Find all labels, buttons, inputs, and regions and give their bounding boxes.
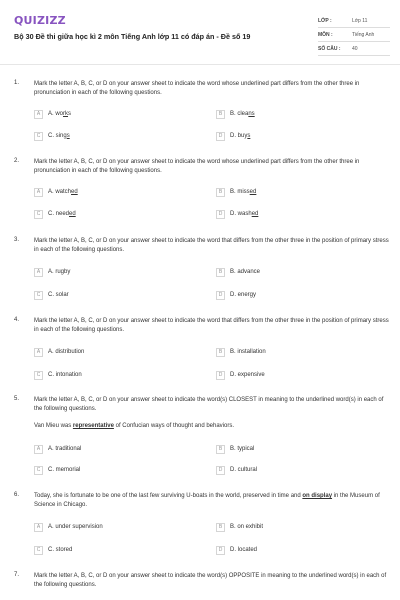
option-a[interactable] (34, 443, 81, 455)
option-letter-box: C (34, 371, 43, 380)
option-a[interactable] (34, 186, 78, 198)
option-letter-box: A (34, 523, 43, 532)
option-text: B. cleans (230, 111, 255, 117)
option-text: B. advance (230, 269, 261, 275)
option-b[interactable] (216, 266, 260, 278)
option-c[interactable] (34, 544, 72, 556)
option-letter-box: D (216, 132, 225, 141)
meta-row-count (318, 42, 390, 56)
document-title: Bộ 30 Đề thi giữa học kì 2 môn Tiếng Anh lớp 11 có đáp án - Đề số 19 (14, 32, 251, 41)
option-text: A. watched (48, 189, 78, 195)
question-number: 6. (14, 492, 20, 498)
option-letter-box: B (216, 445, 225, 454)
option-b[interactable] (216, 443, 254, 455)
quizizz-logo: QUIZIZZ (14, 14, 66, 27)
option-letter-box: B (216, 268, 225, 277)
option-c[interactable] (34, 208, 76, 220)
option-text: A. under supervision (48, 524, 103, 530)
meta-panel (318, 14, 390, 56)
option-letter-box: B (216, 188, 225, 197)
meta-key: LỚP : (318, 17, 332, 24)
option-d[interactable] (216, 208, 258, 220)
option-text: C. sings (48, 133, 70, 139)
option-letter-box: B (216, 110, 225, 119)
meta-value: 40 (352, 45, 358, 52)
option-c[interactable] (34, 464, 80, 476)
option-letter-box: A (34, 445, 43, 454)
option-letter-box: D (216, 371, 225, 380)
option-letter-box: A (34, 268, 43, 277)
option-d[interactable] (216, 464, 257, 476)
option-text: D. energy (230, 292, 257, 298)
question-number: 2. (14, 158, 20, 164)
option-letter-box: C (34, 291, 43, 300)
option-letter-box: D (216, 291, 225, 300)
option-text: C. solar (48, 292, 69, 298)
option-text: A. traditional (48, 446, 82, 452)
option-text: D. located (230, 547, 258, 553)
option-a[interactable] (34, 266, 70, 278)
option-text: A. distribution (48, 349, 85, 355)
option-d[interactable] (216, 289, 256, 301)
option-letter-box: C (34, 132, 43, 141)
question-text: Mark the letter A, B, C, or D on your answer sheet to indicate the word that differs from the other three in the position of primary stress in each of the following questions. (34, 318, 389, 333)
option-text: A. rugby (48, 269, 71, 275)
option-c[interactable] (34, 289, 69, 301)
option-a[interactable] (34, 108, 71, 120)
option-text: D. expensive (230, 372, 265, 378)
meta-row-subject (318, 28, 390, 42)
option-text: B. typical (230, 446, 255, 452)
option-a[interactable] (34, 346, 84, 358)
option-letter-box: C (34, 466, 43, 475)
question-number: 7. (14, 572, 20, 578)
option-letter-box: D (216, 210, 225, 219)
option-letter-box: B (216, 523, 225, 532)
question-text: Mark the letter A, B, C, or D on your answer sheet to indicate the word that differs from the other three in the position of primary stress in each of the following questions. (34, 238, 389, 253)
question-text: Mark the letter A, B, C, or D on your answer sheet to indicate the word(s) CLOSEST in meaning to the underlined word(s) in each of the following questions. (34, 397, 384, 412)
question-text: Mark the letter A, B, C, or D on your answer sheet to indicate the word(s) OPPOSITE in meaning to the underlined word(s) in each of the following questions. (34, 573, 387, 588)
option-a[interactable] (34, 521, 103, 533)
question-number: 5. (14, 396, 20, 402)
meta-value: Lớp 11 (352, 17, 368, 24)
meta-row-class (318, 14, 390, 28)
option-text: D. washed (230, 211, 259, 217)
option-text: D. buys (230, 133, 251, 139)
question-passage: Van Mieu was representative of Confucian ways of thought and behaviors. (34, 423, 235, 429)
option-letter-box: A (34, 110, 43, 119)
option-c[interactable] (34, 130, 70, 142)
option-text: D. cultural (230, 467, 258, 473)
question-number: 3. (14, 237, 20, 243)
option-b[interactable] (216, 346, 266, 358)
question-text: Today, she is fortunate to be one of the last few surviving U-boats in the world, preserved in time and on display in the Museum of Science in Chicago. (34, 493, 380, 508)
question-number: 1. (14, 80, 20, 86)
option-b[interactable] (216, 186, 256, 198)
option-text: B. missed (230, 189, 257, 195)
option-letter-box: A (34, 188, 43, 197)
option-letter-box: A (34, 348, 43, 357)
question-text: Mark the letter A, B, C, or D on your answer sheet to indicate the word whose underlined part differs from the other three in pronunciation in each of the following questions. (34, 81, 360, 96)
option-d[interactable] (216, 544, 257, 556)
option-d[interactable] (216, 369, 265, 381)
option-letter-box: C (34, 210, 43, 219)
option-c[interactable] (34, 369, 82, 381)
option-text: C. stored (48, 547, 73, 553)
meta-value: Tiếng Anh (352, 31, 375, 38)
meta-key: SỐ CÂU : (318, 45, 341, 52)
option-text: A. works (48, 111, 72, 117)
option-letter-box: C (34, 546, 43, 555)
question-number: 4. (14, 317, 20, 323)
option-text: C. memorial (48, 467, 81, 473)
option-text: B. installation (230, 349, 266, 355)
option-letter-box: B (216, 348, 225, 357)
header-divider (0, 64, 400, 65)
meta-key: MÔN : (318, 31, 333, 38)
option-text: B. on exhibit (230, 524, 264, 530)
option-text: C. intonation (48, 372, 82, 378)
option-letter-box: D (216, 546, 225, 555)
question-text: Mark the letter A, B, C, or D on your answer sheet to indicate the word whose underlined part differs from the other three in pronunciation in each of the following questions. (34, 159, 360, 174)
option-letter-box: D (216, 466, 225, 475)
option-text: C. needed (48, 211, 76, 217)
option-b[interactable] (216, 521, 263, 533)
option-d[interactable] (216, 130, 250, 142)
option-b[interactable] (216, 108, 255, 120)
